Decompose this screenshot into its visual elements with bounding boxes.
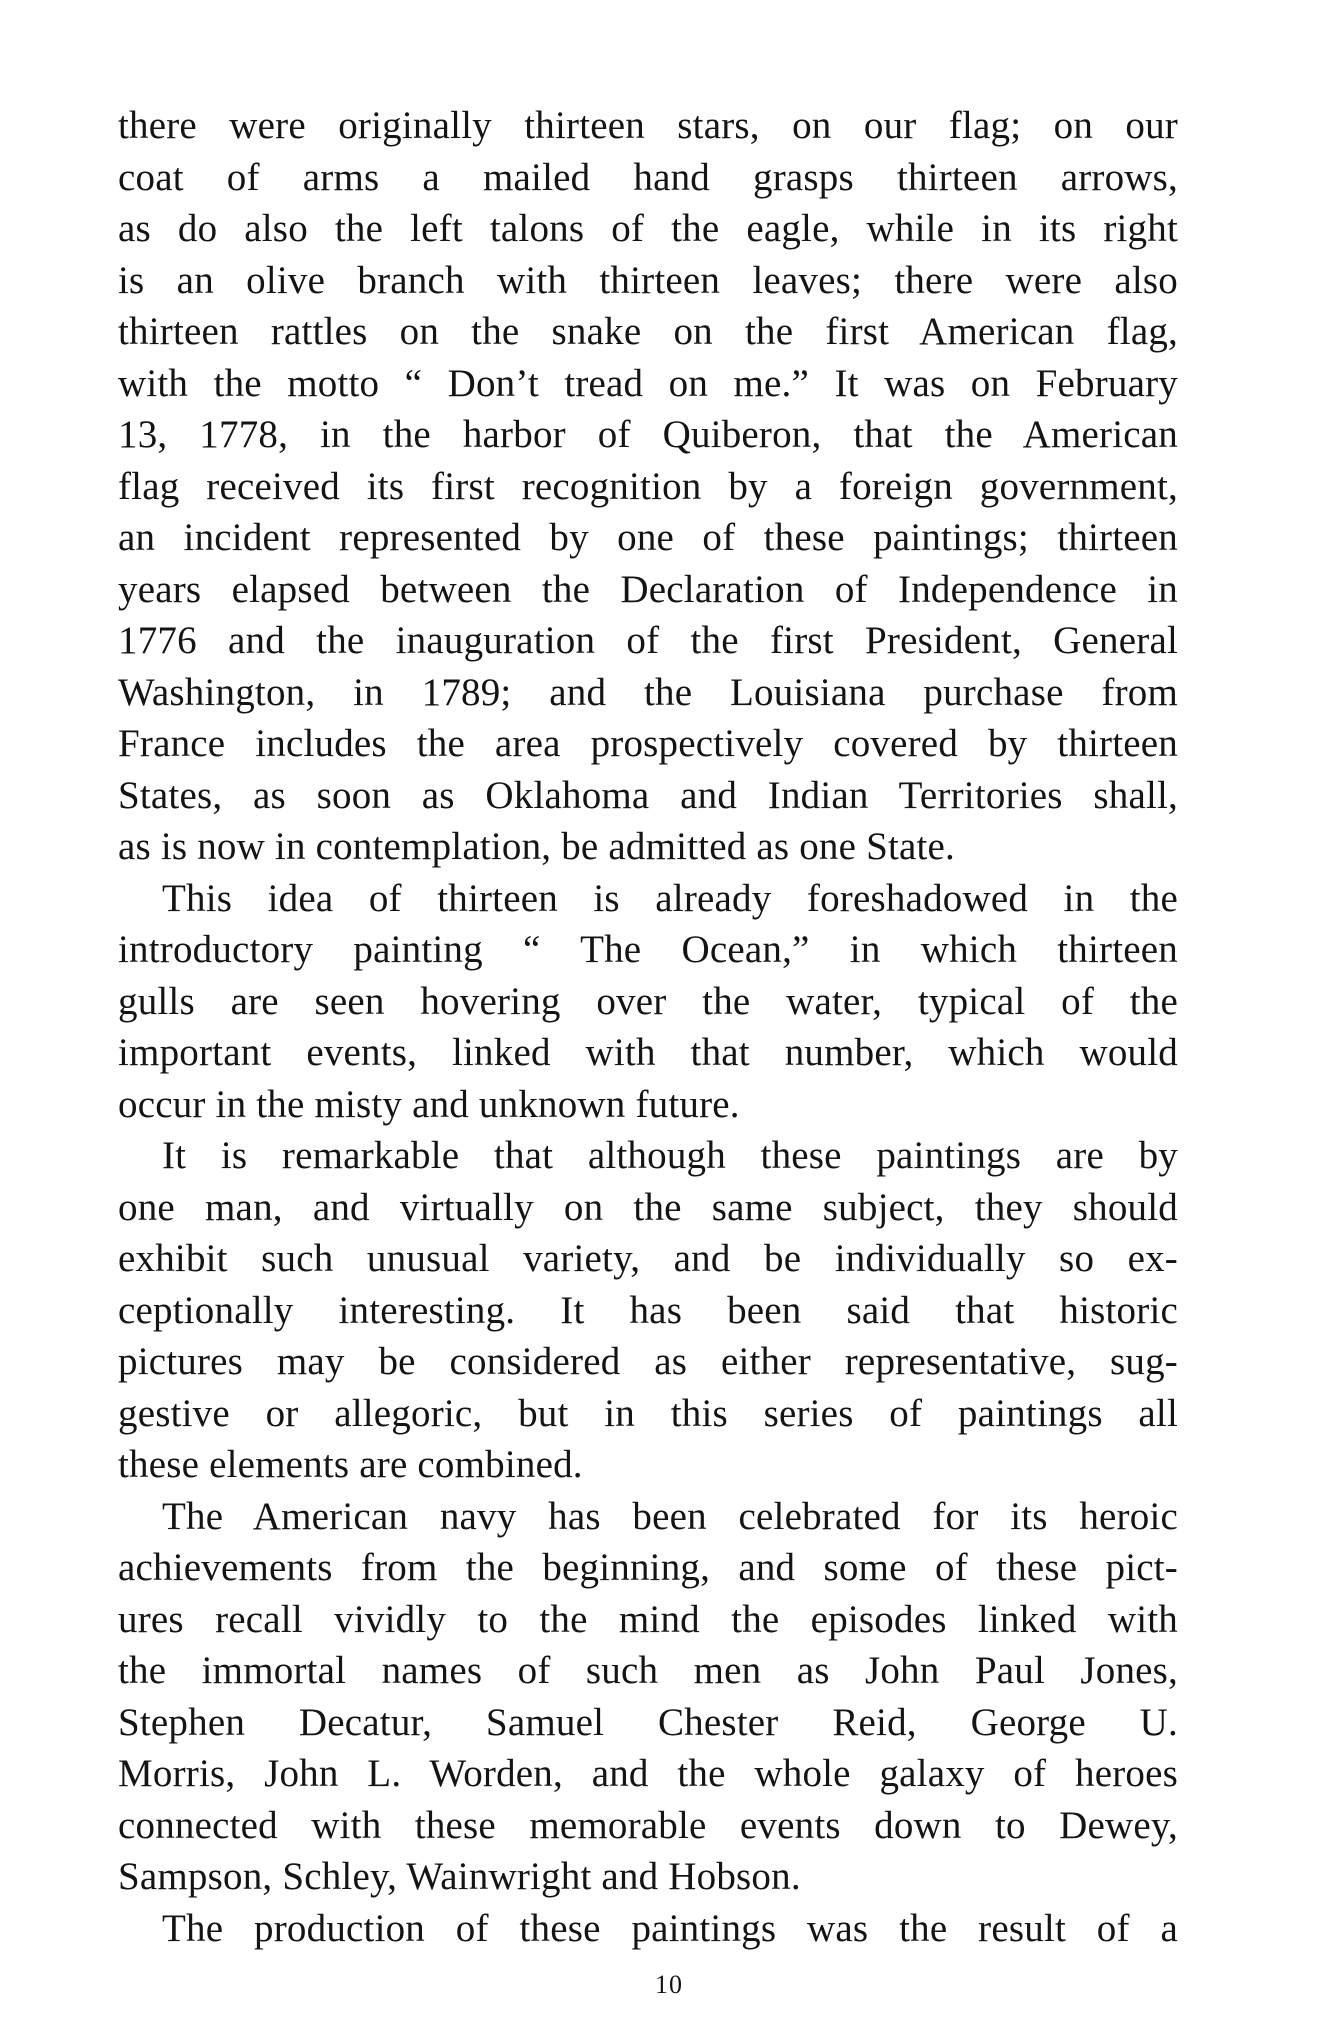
text-line: there were originally thirteen stars, on our flag; on our: [118, 104, 1178, 147]
text-line: The American navy has been celebrated for its heroic: [162, 1494, 1178, 1538]
text-line: The production of these paintings was the result of a: [162, 1906, 1178, 1950]
text-line: flag received its first recognition by a foreign government,: [118, 464, 1178, 508]
text-line: an incident represented by one of these paintings; thirteen: [118, 516, 1178, 559]
text-line: Morris, John L. Worden, and the whole galaxy of heroes: [118, 1752, 1178, 1795]
text-line: introductory painting “ The Ocean,” in which thirteen: [118, 928, 1178, 971]
text-line: as do also the left talons of the eagle, while in its right: [118, 207, 1178, 250]
text-line: ures recall vividly to the mind the episodes linked with: [118, 1597, 1178, 1641]
text-line: Stephen Decatur, Samuel Chester Reid, George U.: [118, 1700, 1178, 1744]
body-text: [118, 100, 1178, 1954]
text-line: 1776 and the inauguration of the first President, General: [118, 619, 1178, 662]
text-line: as is now in contemplation, be admitted as one State.: [118, 825, 956, 868]
text-line: 13, 1778, in the harbor of Quiberon, that the American: [118, 413, 1178, 456]
text-line: coat of arms a mailed hand grasps thirteen arrows,: [118, 155, 1178, 199]
text-line: connected with these memorable events down to Dewey,: [118, 1803, 1178, 1847]
text-line: these elements are combined.: [118, 1443, 583, 1486]
text-line: Washington, in 1789; and the Louisiana purchase from: [118, 670, 1178, 714]
text-line: ceptionally interesting. It has been said that historic: [118, 1288, 1178, 1332]
text-line: gestive or allegoric, but in this series of paintings all: [118, 1391, 1178, 1435]
text-line: thirteen rattles on the snake on the first American flag,: [118, 310, 1178, 353]
text-line: exhibit such unusual variety, and be individually so ex-: [118, 1237, 1178, 1280]
text-line: pictures may be considered as either representative, sug-: [118, 1340, 1178, 1383]
text-line: It is remarkable that although these paintings are by: [162, 1134, 1178, 1177]
text-line: the immortal names of such men as John Paul Jones,: [118, 1649, 1178, 1692]
page-number: 10: [655, 1970, 683, 1999]
text-line: occur in the misty and unknown future.: [118, 1082, 740, 1126]
text-line: States, as soon as Oklahoma and Indian Territories shall,: [118, 773, 1178, 817]
text-line: is an olive branch with thirteen leaves; there were also: [118, 258, 1178, 302]
text-line: France includes the area prospectively covered by thirteen: [118, 722, 1178, 765]
text-line: years elapsed between the Declaration of Independence in: [118, 567, 1178, 611]
text-line: This idea of thirteen is already foreshadowed in the: [162, 876, 1178, 920]
text-line: achievements from the beginning, and some of these pict-: [118, 1546, 1178, 1589]
text-line: one man, and virtually on the same subject, they should: [118, 1185, 1178, 1229]
text-line: important events, linked with that number, which would: [118, 1031, 1178, 1074]
text-line: gulls are seen hovering over the water, typical of the: [118, 979, 1178, 1023]
text-line: with the motto “ Don’t tread on me.” It was on February: [118, 361, 1178, 405]
text-line: Sampson, Schley, Wainwright and Hobson.: [118, 1855, 801, 1898]
